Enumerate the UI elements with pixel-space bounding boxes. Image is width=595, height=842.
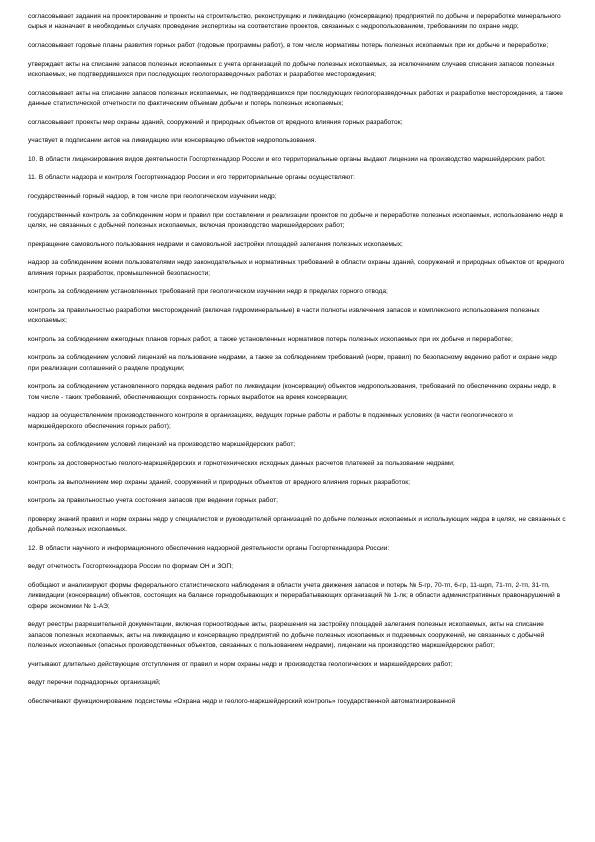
paragraph: контроль за правильностью учета состояния запасов при ведении горных работ; — [28, 497, 278, 505]
paragraph: надзор за осуществлением производственного контроля в организациях, ведущих горные работы и работы в подземных условиях (в части геологического и маркшейдерского обеспечения горных работ); — [28, 412, 513, 430]
paragraph: контроль за соблюдением условий лицензий на пользование недрами, а также за соблюдением требований (норм, правил) по безопасному ведению работ и охране недр при реализации соглашений о разделе продукции; — [28, 354, 557, 372]
paragraph: надзор за соблюдением всеми пользователями недр законодательных и нормативных требований в области охраны зданий, сооружений и природных объектов от вредного влияния горных разработок, промышленной безопасности; — [28, 259, 565, 277]
paragraph: ведут перечни поднадзорных организаций; — [28, 679, 161, 687]
paragraph: государственный горный надзор, в том числе при геологическом изучении недр; — [28, 192, 277, 200]
paragraph: контроль за выполнением мер охраны зданий, сооружений и природных объектов от вредного влияния горных разработок; — [28, 478, 410, 486]
section-heading-10: 10. В области лицензирования видов деятельности Госгортехнадзор России и его территориальные органы выдают лицензии на производство маркшейдерских работ. — [28, 155, 546, 163]
paragraph: контроль за соблюдением ежегодных планов горных работ, а также установленных нормативов потерь полезных ископаемых при их добыче и переработке; — [28, 335, 513, 343]
section-heading-11: 11. В области надзора и контроля Госгортехнадзор России и его территориальные органы осуществляют: — [28, 174, 355, 182]
paragraph: ведут отчетность Госгортехнадзора России по формам ОН и ЗОП; — [28, 563, 233, 571]
paragraph: контроль за соблюдением установленного порядка ведения работ по ликвидации (консервации) объектов недропользования, требований по обеспечению охраны недр, в том числе - таких требований, обеспечивающих сохранность горных выработок на время консервации; — [28, 383, 557, 401]
paragraph: контроль за правильностью разработки месторождений (включая гидроминеральные) в части полноты извлечения запасов и комплексного использования полезных ископаемых; — [28, 306, 540, 325]
paragraph: контроль за достоверностью геолого-маркшейдерских и горнотехнических исходных данных расчетов платежей за пользование недрами; — [28, 459, 455, 467]
paragraph: утверждает акты на списание запасов полезных ископаемых с учета организаций по добыче полезных ископаемых, за исключением случаев списания запасов полезных ископаемых, не подтвердившихся при последующих геологоразведочных работах и разработке месторождения; — [28, 60, 555, 78]
paragraph: ведут реестры разрешительной документации, включая горноотводные акты, разрешения на застройку площадей залегания полезных ископаемых, акты на списание запасов полезных ископаемых, акты на ликвидацию и консервацию предприятий по добыче полезных ископаемых и подземных сооружений, не связанных с добычей полезных ископаемых (опасных производственных объектов, связанных с пользованием недрами), лицензии на производство маркшейдерских работ; — [28, 621, 545, 650]
paragraph: проверку знаний правил и норм охраны недр у специалистов и руководителей организаций по добыче полезных ископаемых и использующих недра в целях, не связанных с добычей полезных ископаемых. — [28, 515, 566, 534]
paragraph: контроль за соблюдением условий лицензий на производство маркшейдерских работ; — [28, 441, 296, 449]
paragraph: учитывают длительно действующие отступления от правил и норм охраны недр и производства геологических и маркшейдерских работ; — [28, 660, 453, 668]
paragraph: контроль за соблюдением установленных требований при геологическом изучении недр в пределах горного отвода; — [28, 288, 388, 296]
paragraph: согласовывает акты на списание запасов полезных ископаемых, не подтвердившихся при последующих геологоразведочных работах и разработке месторождения, а также данные статистической отчетности по фактическим объемам добычи и потерь полезных ископаемых; — [28, 89, 563, 107]
paragraph: согласовывает годовые планы развития горных работ (годовые программы работ), в том числе нормативы потерь полезных ископаемых при их добыче и переработке; — [28, 42, 549, 49]
paragraph: согласовывает проекты мер охраны зданий, сооружений и природных объектов от вредного влияния горных разработок; — [28, 118, 403, 126]
paragraph: государственный контроль за соблюдением норм и правил при составлении и реализации проектов по добыче и переработке полезных ископаемых, использованию недр в целях, не связанных с добычей полезных ископаемых, включая производство маркшейдерских работ; — [28, 211, 563, 229]
paragraph: обеспечивают функционирование подсистемы «Охрана недр и геолого-маркшейдерский контроль» государственной автоматизированной — [28, 697, 456, 705]
section-heading-12: 12. В области научного и информационного обеспечения надзорной деятельности органы Госгортехнадзора России: — [28, 544, 390, 552]
paragraph: согласовывает задания на проектирование и проекты на строительство, реконструкцию и ликвидацию (консервацию) предприятий по добыче и переработке минерального сырья и назначает в необходимых случаях проведение экспертизы на соответствие проектов, связанных с недропользованием, требованиям по охране недр; — [28, 13, 561, 31]
paragraph: обобщают и анализируют формы федерального статистического наблюдения в области учета движения запасов и потерь № 5-гр, 70-тп, 6-гр, 11-шрп, 71-тп, 2-тп, 31-тп, ликвидации (консервации) объектов, состоящих на балансе горнодобывающих и перерабатывающих организаций № 1-лк; в области административных правонарушений в сфере экономики № 1-АЭ; — [28, 581, 561, 610]
paragraph: прекращение самовольного пользования недрами и самовольной застройки площадей залегания полезных ископаемых; — [28, 240, 403, 248]
paragraph: участвует в подписании актов на ликвидацию или консервацию объектов недропользования. — [28, 137, 317, 145]
